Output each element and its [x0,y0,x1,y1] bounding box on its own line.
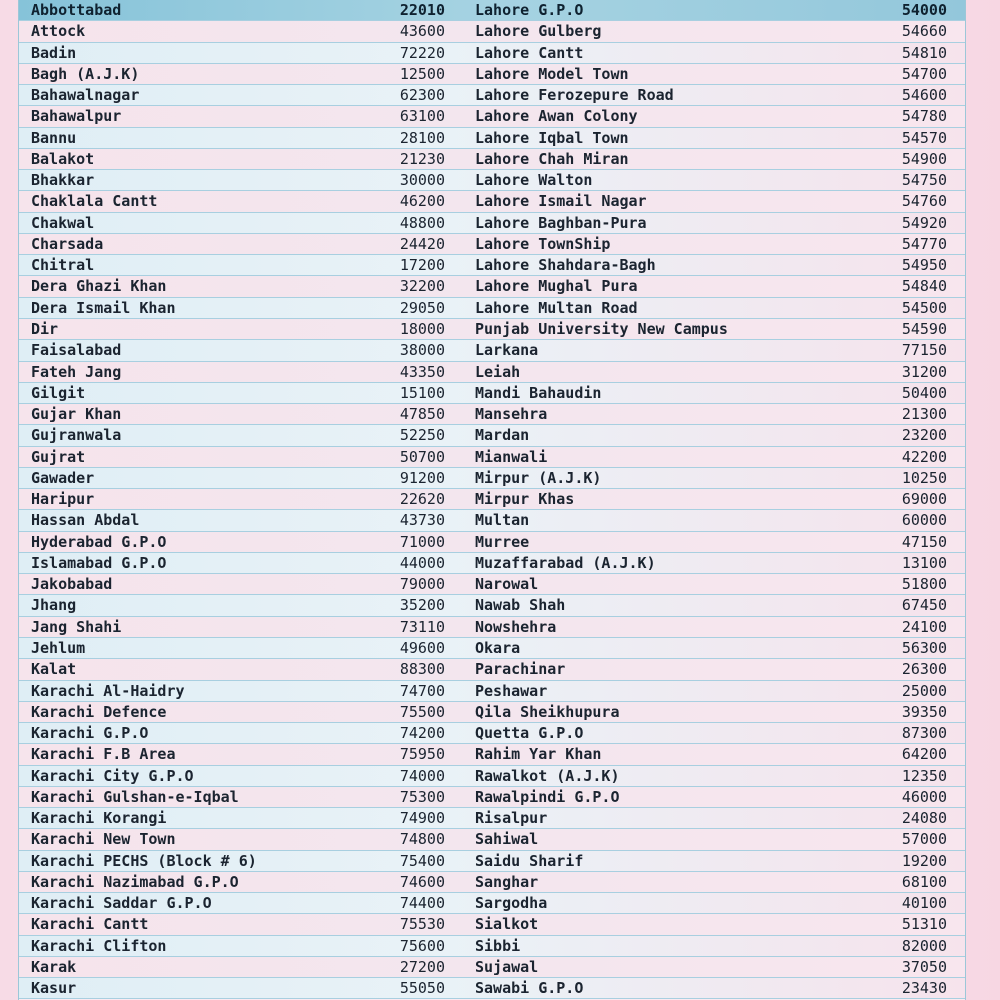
city-name-left: Chitral [31,256,95,275]
table-row [19,276,965,297]
table-row [19,234,965,255]
city-name-right: Mardan [475,426,530,445]
postal-code-right: 10250 [901,468,947,487]
table-row [19,574,965,595]
postal-code-right: 54920 [901,213,947,232]
postal-code-right: 82000 [901,936,947,955]
table-row [19,638,965,659]
city-name-right: Mirpur (A.J.K) [475,468,602,487]
postal-code-left: 52250 [399,426,445,445]
table-row [19,553,965,574]
table-row [19,170,965,191]
postal-code-left: 75600 [399,936,445,955]
city-name-left: Karachi Clifton [31,936,167,955]
postal-code-right: 50400 [901,383,947,402]
postal-code-left: 74900 [399,809,445,828]
table-row [19,829,965,850]
city-name-left: Karachi G.P.O [31,724,149,743]
city-name-left: Jhang [31,596,77,615]
city-name-left: Bahawalpur [31,107,122,126]
table-row [19,191,965,212]
postal-code-right: 77150 [901,341,947,360]
city-name-left: Karachi Gulshan-e-Iqbal [31,787,239,806]
postal-code-left: 75300 [399,787,445,806]
city-name-right: Nawab Shah [475,596,566,615]
postal-code-right: 54780 [901,107,947,126]
postal-code-left: 27200 [399,957,445,976]
table-row [19,957,965,978]
city-name-right: Sawabi G.P.O [475,979,584,998]
postal-code-right: 54700 [901,64,947,83]
city-name-left: Chakwal [31,213,95,232]
table-row [19,64,965,85]
postal-code-right: 54500 [901,298,947,317]
city-name-left: Karachi Nazimabad G.P.O [31,872,239,891]
city-name-left: Bhakkar [31,171,95,190]
city-name-right: Sujawal [475,957,539,976]
postal-code-right: 68100 [901,872,947,891]
city-name-right: Mianwali [475,447,548,466]
postal-code-right: 25000 [901,681,947,700]
city-name-left: Balakot [31,149,95,168]
postal-code-left: 74400 [399,894,445,913]
city-name-right: Sanghar [475,872,539,891]
table-row [19,851,965,872]
postal-code-right: 56300 [901,638,947,657]
city-name-right: Saidu Sharif [475,851,584,870]
city-name-right: Quetta G.P.O [475,724,584,743]
postal-code-right: 69000 [901,490,947,509]
city-name-left: Karachi Korangi [31,809,167,828]
table-row [19,702,965,723]
city-name-right: Rahim Yar Khan [475,745,602,764]
postal-code-left: 74000 [399,766,445,785]
postal-code-left: 74600 [399,872,445,891]
postal-code-left: 74700 [399,681,445,700]
city-name-left: Bannu [31,128,77,147]
table-row [19,978,965,999]
city-name-right: Rawalpindi G.P.O [475,787,620,806]
postal-code-left: 49600 [399,638,445,657]
postal-code-right: 31200 [901,362,947,381]
postal-code-right: 54810 [901,43,947,62]
postal-code-right: 21300 [901,405,947,424]
city-name-right: Sargodha [475,894,548,913]
postal-code-left: 35200 [399,596,445,615]
city-name-left: Dera Ghazi Khan [31,277,167,296]
table-row [19,510,965,531]
city-name-right: Lahore TownShip [475,234,611,253]
city-name-right: Parachinar [475,660,566,679]
postal-code-left: 48800 [399,213,445,232]
city-name-right: Multan [475,511,530,530]
postal-code-left: 24420 [399,234,445,253]
postal-code-left: 79000 [399,575,445,594]
postal-code-left: 75400 [399,851,445,870]
city-name-right: Lahore Iqbal Town [475,128,629,147]
postal-code-left: 74800 [399,830,445,849]
postal-code-right: 54840 [901,277,947,296]
postal-code-left: 47850 [399,405,445,424]
table-row [19,149,965,170]
city-name-right: Murree [475,532,530,551]
postal-code-left: 15100 [399,383,445,402]
city-name-left: Karachi City G.P.O [31,766,194,785]
city-name-left: Bahawalnagar [31,86,140,105]
table-row [19,872,965,893]
postal-code-right: 54600 [901,86,947,105]
postal-code-right: 87300 [901,724,947,743]
city-name-left: Fateh Jang [31,362,122,381]
city-name-left: Dir [31,319,59,338]
city-name-left: Chaklala Cantt [31,192,158,211]
postal-code-left: 88300 [399,660,445,679]
city-name-left: Kalat [31,660,77,679]
city-name-right: Lahore Chah Miran [475,149,629,168]
city-name-left: Haripur [31,490,95,509]
postal-code-left: 72220 [399,43,445,62]
postal-code-left: 91200 [399,468,445,487]
city-name-left: Islamabad G.P.O [31,553,167,572]
postal-code-right: 39350 [901,702,947,721]
postal-code-right: 19200 [901,851,947,870]
city-name-left: Gujar Khan [31,405,122,424]
postal-code-left: 63100 [399,107,445,126]
city-name-right: Lahore Shahdara-Bagh [475,256,656,275]
table-row [19,468,965,489]
city-name-right: Peshawar [475,681,548,700]
city-name-left: Karak [31,957,77,976]
table-row [19,595,965,616]
postal-code-right: 26300 [901,660,947,679]
city-name-right: Okara [475,638,521,657]
table-row [19,213,965,234]
postal-code-right: 54750 [901,171,947,190]
postal-code-right: 40100 [901,894,947,913]
postal-code-right: 54770 [901,234,947,253]
city-name-left: Faisalabad [31,341,122,360]
city-name-right: Larkana [475,341,539,360]
postal-code-right: 23430 [901,979,947,998]
city-name-right: Lahore G.P.O [475,1,584,19]
city-name-left: Jang Shahi [31,617,122,636]
postal-code-right: 12350 [901,766,947,785]
postal-code-left: 55050 [399,979,445,998]
postal-code-left: 28100 [399,128,445,147]
city-name-right: Sialkot [475,915,539,934]
city-name-left: Gawader [31,468,95,487]
postal-code-right: 67450 [901,596,947,615]
postal-code-left: 17200 [399,256,445,275]
table-row [19,255,965,276]
city-name-left: Karachi Cantt [31,915,149,934]
city-name-right: Lahore Model Town [475,64,629,83]
postal-code-right: 60000 [901,511,947,530]
city-name-right: Mirpur Khas [475,490,575,509]
city-name-right: Leiah [475,362,521,381]
postal-code-right: 13100 [901,553,947,572]
postal-code-right: 54760 [901,192,947,211]
city-name-right: Lahore Baghban-Pura [475,213,647,232]
city-name-right: Lahore Multan Road [475,298,638,317]
table-row [19,404,965,425]
city-name-left: Gujrat [31,447,86,466]
city-name-right: Mansehra [475,405,548,424]
postal-code-left: 75500 [399,702,445,721]
table-row [19,914,965,935]
postal-code-left: 75950 [399,745,445,764]
postal-code-right: 42200 [901,447,947,466]
city-name-left: Hassan Abdal [31,511,140,530]
postal-code-left: 18000 [399,319,445,338]
table-row [19,319,965,340]
city-name-left: Jehlum [31,638,86,657]
city-name-right: Lahore Ismail Nagar [475,192,647,211]
table-row [19,532,965,553]
city-name-left: Charsada [31,234,104,253]
city-name-right: Risalpur [475,809,548,828]
city-name-right: Lahore Awan Colony [475,107,638,126]
postal-code-right: 54000 [901,1,947,19]
city-name-right: Mandi Bahaudin [475,383,602,402]
postal-code-right: 51800 [901,575,947,594]
table-row [19,489,965,510]
table-row [19,362,965,383]
table-row [19,106,965,127]
city-name-right: Lahore Walton [475,171,593,190]
city-name-left: Dera Ismail Khan [31,298,176,317]
table-row [19,383,965,404]
city-name-left: Karachi New Town [31,830,176,849]
city-name-left: Bagh (A.J.K) [31,64,140,83]
city-name-right: Punjab University New Campus [475,319,728,338]
table-row [19,21,965,42]
postal-code-right: 46000 [901,787,947,806]
city-name-right: Rawalkot (A.J.K) [475,766,620,785]
city-name-right: Lahore Cantt [475,43,584,62]
city-name-left: Kasur [31,979,77,998]
table-row [19,447,965,468]
postal-code-left: 43600 [399,22,445,41]
postal-code-right: 54660 [901,22,947,41]
table-row [19,425,965,446]
table-row [19,808,965,829]
postal-code-left: 22010 [399,1,445,19]
postal-code-left: 43730 [399,511,445,530]
city-name-right: Lahore Ferozepure Road [475,86,674,105]
postal-code-right: 57000 [901,830,947,849]
city-name-left: Hyderabad G.P.O [31,532,167,551]
postal-code-left: 73110 [399,617,445,636]
city-name-left: Karachi Defence [31,702,167,721]
city-name-left: Abbottabad [31,1,122,19]
postal-code-left: 44000 [399,553,445,572]
postal-code-right: 24080 [901,809,947,828]
postal-code-right: 54590 [901,319,947,338]
postal-code-right: 54900 [901,149,947,168]
table-row [19,128,965,149]
table-row [19,787,965,808]
postal-code-left: 46200 [399,192,445,211]
postal-code-right: 54950 [901,256,947,275]
table-row [19,659,965,680]
postal-code-left: 12500 [399,64,445,83]
table-row [19,340,965,361]
table-row [19,766,965,787]
city-name-left: Karachi F.B Area [31,745,176,764]
table-row [19,617,965,638]
postal-code-right: 37050 [901,957,947,976]
postal-code-right: 51310 [901,915,947,934]
postal-code-left: 32200 [399,277,445,296]
table-row [19,298,965,319]
city-name-left: Karachi Saddar G.P.O [31,894,212,913]
postal-code-right: 24100 [901,617,947,636]
city-name-right: Sahiwal [475,830,539,849]
city-name-left: Karachi PECHS (Block # 6) [31,851,257,870]
postal-code-left: 22620 [399,490,445,509]
postal-code-left: 30000 [399,171,445,190]
city-name-right: Muzaffarabad (A.J.K) [475,553,656,572]
postal-code-left: 50700 [399,447,445,466]
city-name-left: Gujranwala [31,426,122,445]
postal-code-right: 64200 [901,745,947,764]
city-name-left: Gilgit [31,383,86,402]
postal-code-left: 62300 [399,86,445,105]
table-row [19,0,965,21]
table-row [19,681,965,702]
city-name-left: Badin [31,43,77,62]
postal-code-left: 43350 [399,362,445,381]
city-name-right: Nowshehra [475,617,557,636]
city-name-right: Sibbi [475,936,521,955]
city-name-left: Jakobabad [31,575,113,594]
city-name-right: Lahore Mughal Pura [475,277,638,296]
city-name-right: Qila Sheikhupura [475,702,620,721]
postal-code-left: 21230 [399,149,445,168]
table-row [19,85,965,106]
table-row [19,744,965,765]
postal-code-left: 74200 [399,724,445,743]
table-row [19,936,965,957]
postal-code-left: 38000 [399,341,445,360]
postal-code-left: 29050 [399,298,445,317]
postal-code-right: 23200 [901,426,947,445]
postal-code-table [18,0,966,1000]
city-name-left: Karachi Al-Haidry [31,681,185,700]
postal-code-right: 47150 [901,532,947,551]
postal-code-left: 71000 [399,532,445,551]
table-row [19,893,965,914]
table-row [19,43,965,64]
table-row [19,723,965,744]
postal-code-left: 75530 [399,915,445,934]
city-name-right: Lahore Gulberg [475,22,602,41]
city-name-right: Narowal [475,575,539,594]
postal-code-right: 54570 [901,128,947,147]
city-name-left: Attock [31,22,86,41]
